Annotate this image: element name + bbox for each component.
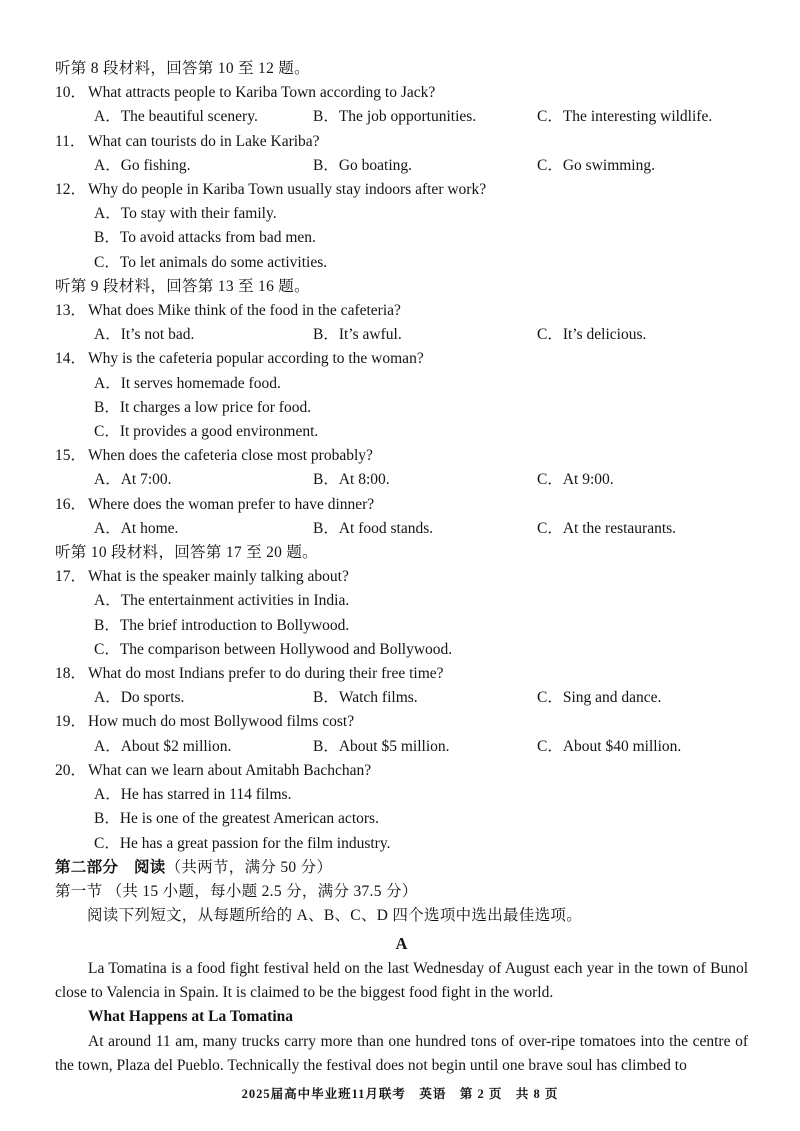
option-b: B．It’s awful. xyxy=(313,326,402,344)
reading-part-note: （共两节，满分 50 分） xyxy=(165,858,333,876)
option-text: To let animals do some activities. xyxy=(119,253,328,271)
question-number: 16． xyxy=(55,495,87,513)
question-number: 14． xyxy=(55,350,87,368)
option-c: C．At the restaurants. xyxy=(537,519,677,537)
question-15-options xyxy=(55,468,748,492)
option-text: It’s not bad. xyxy=(120,326,195,344)
question-13-options xyxy=(55,323,748,347)
option-text: The interesting wildlife. xyxy=(562,108,713,126)
passage-paragraph-1: La Tomatina is a food fight festival held on the last Wednesday of August each year in the town of Bunol close to Valencia in Spain. It is claimed to be the biggest food fight in the world. xyxy=(55,959,748,1001)
question-text: Where does the woman prefer to have dinner? xyxy=(88,495,375,513)
reading-section-header xyxy=(55,880,748,904)
option-text: Go fishing. xyxy=(120,156,191,174)
option-a: A．The entertainment activities in India. xyxy=(94,592,350,610)
option-a: A．About $2 million. xyxy=(94,737,232,755)
passage-paragraph-2: At around 11 am, many trucks carry more than one hundred tons of over-ripe tomatoes into the centre of the town, Plaza del Pueblo. Technically the festival does not begin until one brave soul has climbed to xyxy=(55,1032,748,1075)
question-text: Why is the cafeteria popular according to the woman? xyxy=(88,350,424,368)
option-text: It charges a low price for food. xyxy=(119,398,312,416)
question-12 xyxy=(55,178,748,202)
option-text: The comparison between Hollywood and Bollywood. xyxy=(119,640,453,658)
option-text: He has starred in 114 films. xyxy=(120,786,292,804)
listening-section-9-instruction: 听第 9 段材料，回答第 13 至 16 题。 xyxy=(55,277,310,295)
question-14 xyxy=(55,347,748,371)
option-c: C．Go swimming. xyxy=(537,156,655,174)
question-20 xyxy=(55,759,748,783)
option-text: The job opportunities. xyxy=(338,108,477,126)
exam-page-content xyxy=(55,57,748,1079)
option-text: At 7:00. xyxy=(120,471,172,489)
option-text: To stay with their family. xyxy=(120,205,277,223)
option-b: B．To avoid attacks from bad men. xyxy=(94,229,316,247)
option-a: A．To stay with their family. xyxy=(94,205,277,223)
option-text: The beautiful scenery. xyxy=(120,108,258,126)
passage-subheading: What Happens at La Tomatina xyxy=(88,1008,293,1026)
option-text: At 9:00. xyxy=(562,471,614,489)
question-16-options xyxy=(55,517,748,541)
page-footer: 2025届高中毕业班11月联考 英语 第 2 页 共 8 页 xyxy=(241,1087,559,1101)
option-text: Go swimming. xyxy=(562,156,655,174)
question-number: 10． xyxy=(55,84,87,102)
option-a: A．The beautiful scenery. xyxy=(94,108,258,126)
question-number: 11． xyxy=(55,132,86,150)
question-19-options xyxy=(55,735,748,759)
option-c: C．Sing and dance. xyxy=(537,689,662,707)
question-16 xyxy=(55,493,748,517)
option-text: Watch films. xyxy=(338,689,418,707)
option-text: It’s awful. xyxy=(338,326,402,344)
option-text: Do sports. xyxy=(120,689,185,707)
option-text: Sing and dance. xyxy=(562,689,662,707)
question-number: 15． xyxy=(55,447,87,465)
question-number: 13． xyxy=(55,302,87,320)
option-text: He is one of the greatest American actors. xyxy=(119,810,379,828)
option-text: It serves homemade food. xyxy=(120,374,281,392)
question-13 xyxy=(55,299,748,323)
option-c: C．The interesting wildlife. xyxy=(537,108,713,126)
option-text: He has a great passion for the film industry. xyxy=(119,834,391,852)
option-text: About $2 million. xyxy=(120,737,232,755)
option-c: C．It provides a good environment. xyxy=(94,423,319,441)
question-number: 12． xyxy=(55,181,87,199)
option-b: B．It charges a low price for food. xyxy=(94,398,312,416)
reading-instruction: 阅读下列短文，从每题所给的 A、B、C、D 四个选项中选出最佳选项。 xyxy=(87,907,583,925)
option-c: C．It’s delicious. xyxy=(537,326,647,344)
option-b: B．Watch films. xyxy=(313,689,418,707)
option-c: C．About $40 million. xyxy=(537,737,682,755)
option-b: B．Go boating. xyxy=(313,156,413,174)
option-a: A．At home. xyxy=(94,519,179,537)
question-15 xyxy=(55,444,748,468)
option-text: The brief introduction to Bollywood. xyxy=(119,616,350,634)
option-text: It provides a good environment. xyxy=(119,423,319,441)
question-11 xyxy=(55,130,748,154)
option-b: B．At 8:00. xyxy=(313,471,390,489)
question-number: 18． xyxy=(55,665,87,683)
option-b: B．He is one of the greatest American actors. xyxy=(94,810,379,828)
listening-section-8-instruction: 听第 8 段材料，回答第 10 至 12 题。 xyxy=(55,60,310,77)
option-text: At the restaurants. xyxy=(562,519,677,537)
question-19 xyxy=(55,710,748,734)
option-a: A．Do sports. xyxy=(94,689,185,707)
option-a: A．It serves homemade food. xyxy=(94,374,281,392)
question-text: What is the speaker mainly talking about? xyxy=(88,568,349,586)
option-b: B．At food stands. xyxy=(313,519,434,537)
question-text: What do most Indians prefer to do during their free time? xyxy=(88,665,444,683)
option-b: B．The job opportunities. xyxy=(313,108,477,126)
option-text: About $40 million. xyxy=(562,737,682,755)
option-c: C．He has a great passion for the film industry. xyxy=(94,834,391,852)
option-text: At home. xyxy=(120,519,179,537)
question-text: What attracts people to Kariba Town according to Jack? xyxy=(88,84,436,102)
question-10 xyxy=(55,81,748,105)
question-text: What does Mike think of the food in the cafeteria? xyxy=(88,302,401,320)
question-text: What can we learn about Amitabh Bachchan? xyxy=(88,761,372,779)
reading-section-note: （共 15 小题，每小题 2.5 分，满分 37.5 分） xyxy=(106,882,418,900)
question-text: What can tourists do in Lake Kariba? xyxy=(88,132,320,150)
question-text: Why do people in Kariba Town usually stay indoors after work? xyxy=(88,181,487,199)
question-11-options xyxy=(55,154,748,178)
reading-part-header xyxy=(55,856,748,880)
option-text: Go boating. xyxy=(338,156,413,174)
option-text: It’s delicious. xyxy=(562,326,647,344)
option-c: C．To let animals do some activities. xyxy=(94,253,328,271)
option-text: The entertainment activities in India. xyxy=(120,592,350,610)
question-10-options xyxy=(55,105,748,129)
option-c: C．The comparison between Hollywood and Bollywood. xyxy=(94,640,453,658)
option-a: A．It’s not bad. xyxy=(94,326,195,344)
option-a: A．Go fishing. xyxy=(94,156,191,174)
option-text: To avoid attacks from bad men. xyxy=(119,229,316,247)
reading-part-title: 第二部分 阅读 xyxy=(55,858,166,876)
question-number: 20． xyxy=(55,761,87,779)
option-text: At food stands. xyxy=(338,519,434,537)
question-number: 17． xyxy=(55,568,87,586)
listening-section-10-instruction: 听第 10 段材料，回答第 17 至 20 题。 xyxy=(55,544,318,562)
option-c: C．At 9:00. xyxy=(537,471,614,489)
reading-section-title: 第一节 xyxy=(55,882,103,900)
passage-label: A xyxy=(395,934,408,954)
option-text: About $5 million. xyxy=(338,737,450,755)
question-18 xyxy=(55,662,748,686)
option-b: B．The brief introduction to Bollywood. xyxy=(94,616,350,634)
option-a: A．He has starred in 114 films. xyxy=(94,786,292,804)
option-a: A．At 7:00. xyxy=(94,471,172,489)
question-text: When does the cafeteria close most probably? xyxy=(88,447,373,465)
question-number: 19． xyxy=(55,713,87,731)
question-17 xyxy=(55,565,748,589)
question-18-options xyxy=(55,686,748,710)
question-text: How much do most Bollywood films cost? xyxy=(88,713,355,731)
option-text: At 8:00. xyxy=(338,471,390,489)
option-b: B．About $5 million. xyxy=(313,737,450,755)
